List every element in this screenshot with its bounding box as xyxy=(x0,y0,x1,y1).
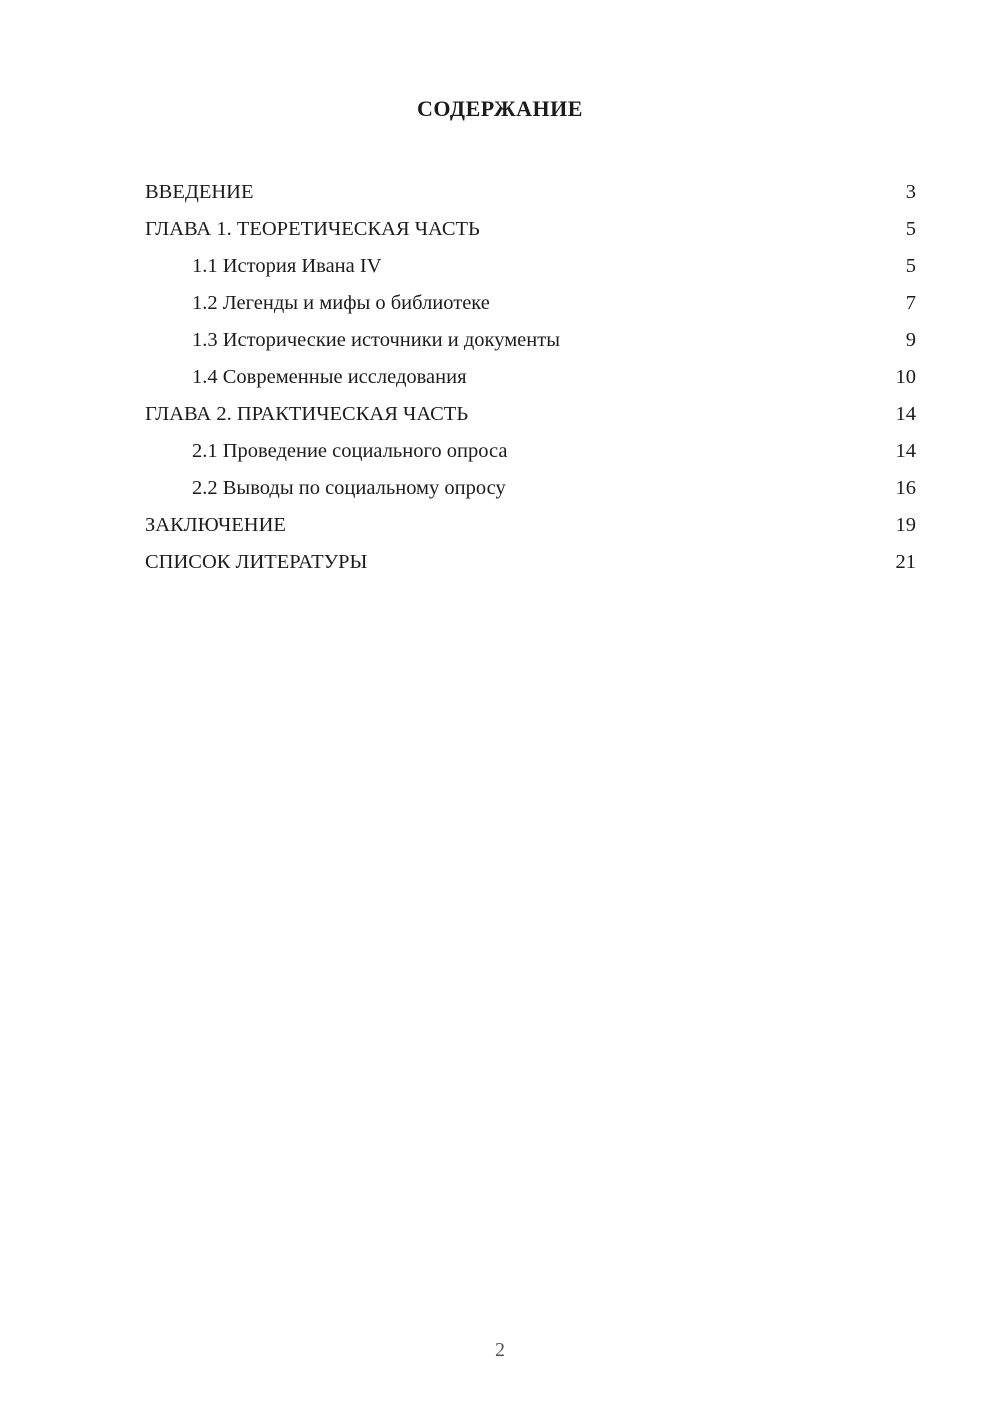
toc-entry-chapter-1 xyxy=(145,211,916,248)
toc-entry-label: 1.4 Современные исследования xyxy=(192,366,467,388)
toc-entry-section-1-2 xyxy=(145,285,916,322)
toc-entry-page-number: 5 xyxy=(905,218,916,240)
toc-entry-section-1-4 xyxy=(145,359,916,396)
toc-entry-page-number: 14 xyxy=(895,440,916,462)
toc-entry-page-number: 10 xyxy=(895,366,916,388)
toc-entry-page-number: 5 xyxy=(905,255,916,277)
toc-entry-chapter-2 xyxy=(145,396,916,433)
toc-entry-introduction xyxy=(145,174,916,211)
toc-entry-conclusion xyxy=(145,507,916,544)
toc-entry-page-number: 16 xyxy=(895,477,916,499)
toc-entry-label: ВВЕДЕНИЕ xyxy=(145,181,254,203)
toc-entry-label: 1.2 Легенды и мифы о библиотеке xyxy=(192,292,490,314)
toc-entry-label: ЗАКЛЮЧЕНИЕ xyxy=(145,514,286,536)
toc-entry-page-number: 19 xyxy=(895,514,916,536)
toc-entry-section-2-1 xyxy=(145,433,916,470)
toc-entry-page-number: 9 xyxy=(905,329,916,351)
toc-entry-section-2-2 xyxy=(145,470,916,507)
toc-entry-page-number: 14 xyxy=(895,403,916,425)
toc-entry-page-number: 7 xyxy=(905,292,916,314)
toc-entry-page-number: 21 xyxy=(895,551,916,573)
toc-entry-label: 1.3 Исторические источники и документы xyxy=(192,329,560,351)
toc-entry-label: ГЛАВА 1. ТЕОРЕТИЧЕСКАЯ ЧАСТЬ xyxy=(145,218,480,240)
toc-entry-section-1-3 xyxy=(145,322,916,359)
footer-page-number: 2 xyxy=(495,1339,505,1361)
toc-entry-label: 2.2 Выводы по социальному опросу xyxy=(192,477,506,499)
toc-entry-label: 1.1 История Ивана IV xyxy=(192,255,382,277)
toc-entry-section-1-1 xyxy=(145,248,916,285)
toc-entry-label: 2.1 Проведение социального опроса xyxy=(192,440,508,462)
toc-entry-bibliography xyxy=(145,544,916,581)
table-of-contents xyxy=(0,174,1000,581)
page-title: СОДЕРЖАНИЕ xyxy=(417,96,583,121)
toc-entry-page-number: 3 xyxy=(905,181,916,203)
toc-entry-label: ГЛАВА 2. ПРАКТИЧЕСКАЯ ЧАСТЬ xyxy=(145,403,469,425)
toc-entry-label: СПИСОК ЛИТЕРАТУРЫ xyxy=(145,551,368,573)
